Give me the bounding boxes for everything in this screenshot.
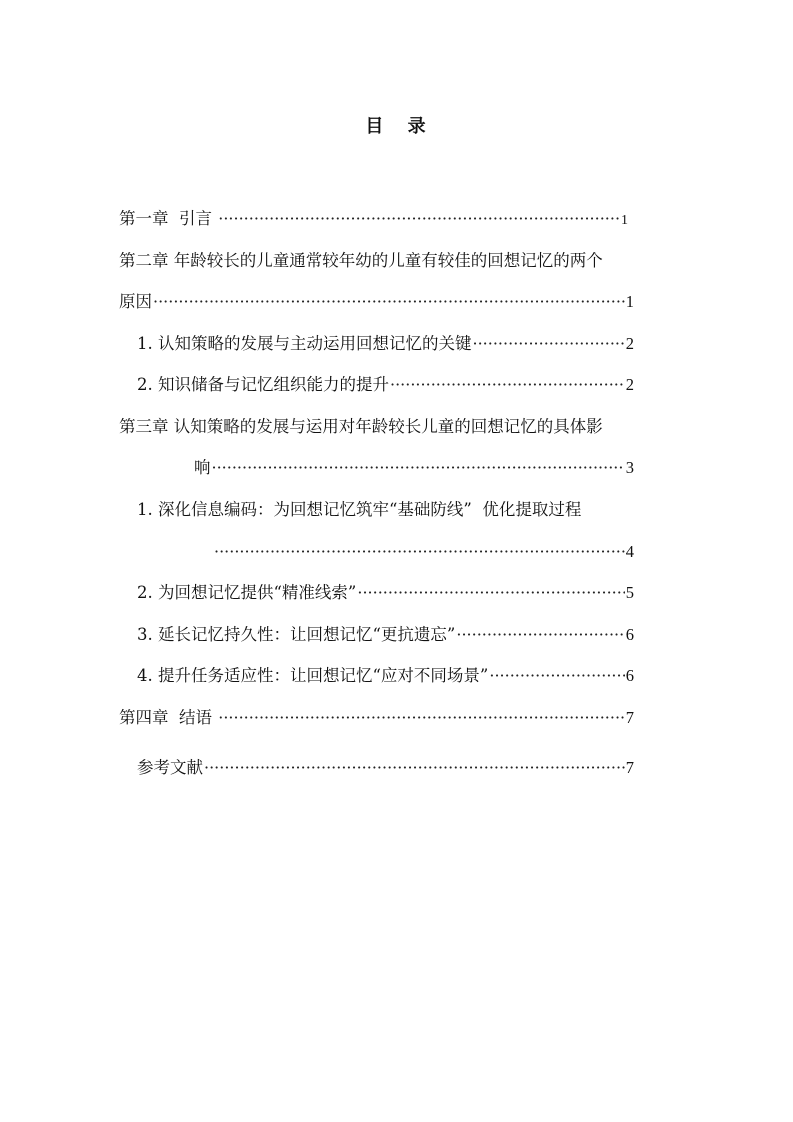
toc-page-number: 2: [625, 375, 634, 394]
leader-dots: [214, 540, 625, 564]
toc-entry-section-3-3[interactable]: [137, 623, 634, 647]
toc-entry-section-3-1[interactable]: [213, 540, 634, 564]
toc-entry-chapter-3-line1[interactable]: 第三章 认知策略的发展与运用对年龄较长儿童的回想记忆的具体影: [119, 417, 603, 436]
leader-dots: [489, 664, 624, 688]
toc-entry-section-2-2[interactable]: [137, 373, 634, 397]
leader-dots: [212, 456, 625, 480]
toc-entry-chapter-2-line1[interactable]: 第二章 年龄较长的儿童通常较年幼的儿童有较佳的回想记忆的两个: [119, 251, 603, 270]
toc-page-number: 1: [621, 213, 628, 228]
toc-page-number: 3: [625, 458, 634, 477]
leader-dots: [218, 706, 625, 730]
toc-entry-label: 2. 为回想记忆提供“精准线索”: [137, 583, 357, 602]
toc-entry-label: 参考文献: [137, 758, 203, 777]
toc-entry-label: 原因: [119, 292, 152, 311]
toc-entry-label: 第一章 引言: [119, 209, 218, 228]
leader-dots: [390, 373, 625, 397]
toc-entry-chapter-3[interactable]: [194, 456, 634, 480]
toc-entry-label: 响: [194, 458, 211, 477]
toc-entry-label: 3. 延长记忆持久性：让回想记忆“更抗遗忘”: [137, 625, 456, 644]
toc-entry-section-3-1-line1[interactable]: 1. 深化信息编码：为回想记忆筑牢“基础防线” 优化提取过程: [137, 500, 582, 519]
toc-page-number: 2: [625, 334, 634, 353]
toc-page-number: 4: [625, 542, 634, 561]
leader-dots: [357, 581, 624, 605]
toc-entry-chapter-4[interactable]: [119, 706, 634, 730]
toc-entry-section-3-2[interactable]: [137, 581, 634, 605]
toc-page-number: 7: [625, 708, 634, 727]
toc-entry-references[interactable]: [137, 756, 634, 780]
leader-dots: [153, 290, 625, 314]
toc-entry-label: 第四章 结语: [119, 708, 218, 727]
leader-dots: [473, 332, 625, 356]
toc-entry-label: 1. 认知策略的发展与主动运用回想记忆的关键: [137, 334, 472, 353]
leader-dots: [218, 207, 620, 231]
leader-dots: [204, 756, 625, 780]
toc-entry-chapter-1[interactable]: [119, 207, 628, 233]
toc-page-number: 6: [625, 625, 634, 644]
toc-entry-chapter-2[interactable]: [119, 290, 634, 314]
toc-page-number: 7: [625, 758, 634, 777]
toc-entry-label: 2. 知识储备与记忆组织能力的提升: [137, 375, 389, 394]
toc-page-number: 5: [625, 583, 634, 602]
leader-dots: [456, 623, 624, 647]
toc-title: 目 录: [365, 116, 428, 137]
toc-entry-section-3-4[interactable]: [137, 664, 634, 688]
toc-page-number: 6: [625, 666, 634, 685]
toc-entry-section-2-1[interactable]: [137, 332, 634, 356]
toc-page-number: 1: [625, 292, 634, 311]
toc-entry-label: 4. 提升任务适应性：让回想记忆“应对不同场景”: [137, 666, 489, 685]
